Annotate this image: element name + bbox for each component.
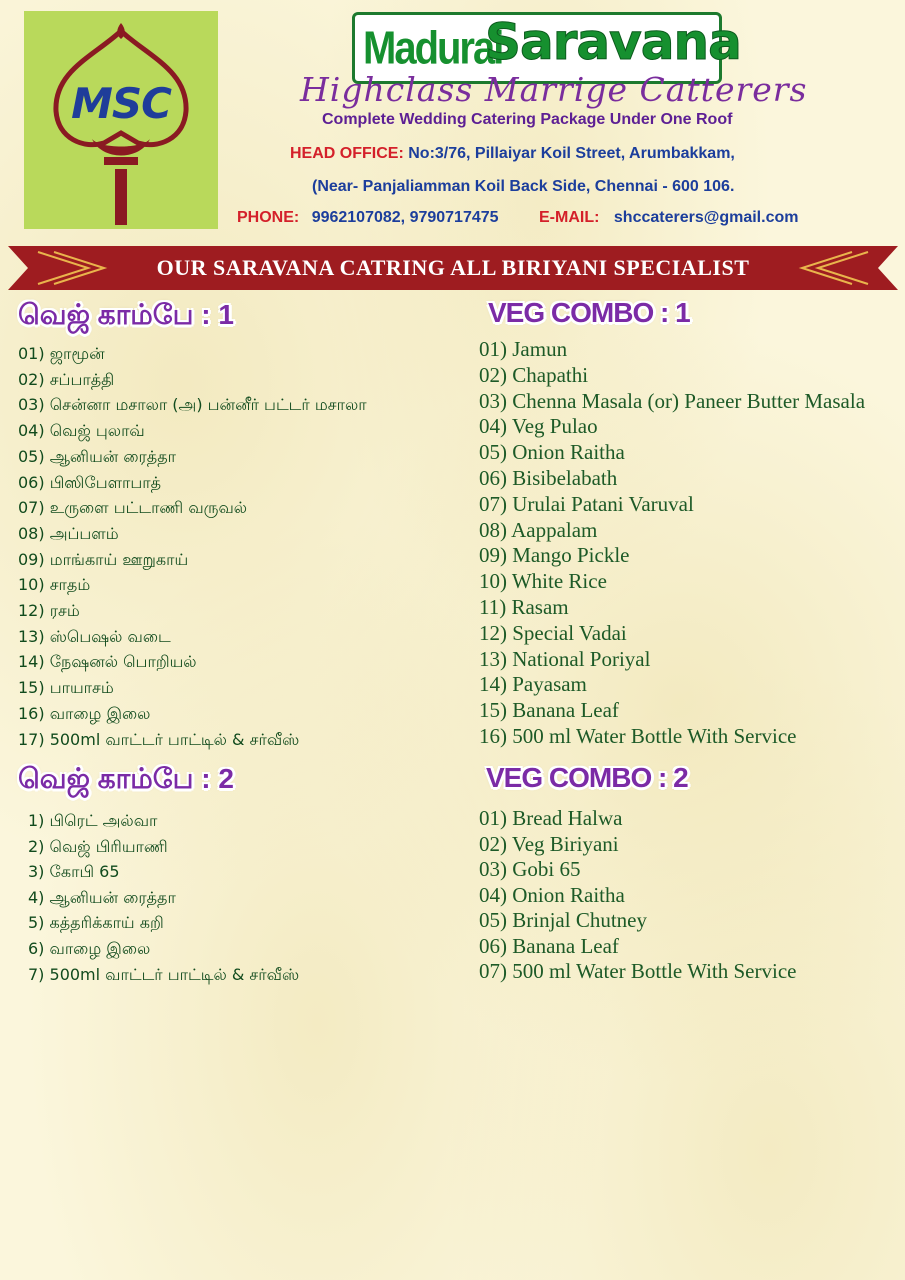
list-item: 1) பிரெட் அல்வா: [28, 811, 158, 830]
combo1-english-title: VEG COMBO : 1: [488, 297, 690, 328]
head-office-value: No:3/76, Pillaiyar Koil Street, Arumbakkam,: [408, 145, 735, 162]
list-item: 09) Mango Pickle: [479, 543, 630, 568]
combo2-english-list: [479, 806, 796, 985]
list-item: 01) Bread Halwa: [479, 806, 623, 830]
logo: [24, 11, 218, 229]
subline: Complete Wedding Catering Package Under One Roof: [322, 111, 733, 128]
list-item: 08) அப்பளம்: [18, 523, 119, 543]
list-item: 10) White Rice: [479, 569, 607, 594]
list-item: 03) சென்னா மசாலா (அ) பன்னீர் பட்டர் மசாலா: [18, 395, 367, 415]
list-item: 03) Chenna Masala (or) Paneer Butter Masala: [479, 388, 866, 413]
list-item: 2) வெஜ் பிரியாணி: [28, 836, 168, 856]
combo2-english-title: VEG COMBO : 2: [486, 762, 688, 793]
list-item: 15) Banana Leaf: [479, 698, 619, 723]
list-item: 10) சாதம்: [18, 575, 91, 595]
list-item: 15) பாயாசம்: [18, 678, 114, 698]
list-item: 11) Rasam: [479, 594, 569, 619]
email-value: shccaterers@gmail.com: [613, 209, 799, 226]
list-item: 06) Bisibelabath: [479, 465, 618, 490]
list-item: 02) Chapathi: [479, 362, 589, 387]
list-item: 13) ஸ்பெஷல் வடை: [18, 626, 171, 646]
list-item: 07) 500 ml Water Bottle With Service: [479, 959, 797, 983]
head-office-line: [290, 145, 735, 163]
list-item: 01) Jamun: [479, 337, 568, 361]
combo1-english-list: [479, 337, 865, 750]
logo-text: MSC: [71, 79, 171, 128]
list-item: 13) National Poriyal: [479, 646, 651, 671]
contact-line: [237, 209, 798, 227]
list-item: 12) Special Vadai: [479, 620, 627, 645]
list-item: 16) வாழை இலை: [18, 703, 151, 723]
list-item: 02) Veg Biriyani: [479, 831, 619, 856]
list-item: 16) 500 ml Water Bottle With Service: [479, 723, 797, 748]
phone-label: PHONE:: [237, 209, 300, 226]
combo2-tamil-list: [28, 808, 299, 987]
list-item: 14) நேஷனல் பொறியல்: [18, 652, 197, 672]
head-office-label: HEAD OFFICE:: [290, 145, 404, 162]
list-item: 09) மாங்காய் ஊறுகாய்: [18, 549, 189, 569]
list-item: 01) ஜாமூன்: [18, 344, 105, 363]
list-item: 04) வெஜ் புலாவ்: [18, 421, 145, 441]
list-item: 05) Brinjal Chutney: [479, 908, 647, 932]
phone-value: 9962107082, 9790717475: [311, 209, 499, 226]
specialist-banner: [8, 246, 898, 290]
list-item: 6) வாழை இலை: [28, 938, 151, 958]
list-item: 12) ரசம்: [18, 601, 80, 621]
list-item: 06) Banana Leaf: [479, 933, 619, 958]
list-item: 07) உருளை பட்டாணி வருவல்: [18, 498, 248, 518]
list-item: 03) Gobi 65: [479, 857, 581, 881]
list-item: 04) Onion Raitha: [479, 882, 625, 907]
list-item: 07) Urulai Patani Varuval: [479, 491, 694, 516]
tagline: Highclass Marrige Catterers: [300, 70, 808, 109]
list-item: 05) ஆனியன் ரைத்தா: [18, 446, 176, 466]
combo2-tamil-title: வெஜ் காம்பே : 2: [18, 763, 234, 794]
list-item: 5) கத்தரிக்காய் கறி: [28, 913, 164, 933]
list-item: 17) 500ml வாட்டர் பாட்டில் & சர்வீஸ்: [18, 729, 300, 749]
list-item: 14) Payasam: [479, 672, 587, 697]
list-item: 08) Aappalam: [479, 517, 598, 542]
banner-text: OUR SARAVANA CATRING ALL BIRIYANI SPECIALIST: [156, 255, 750, 280]
list-item: 04) Veg Pulao: [479, 414, 598, 439]
list-item: 05) Onion Raitha: [479, 440, 625, 465]
list-item: 02) சப்பாத்தி: [18, 369, 115, 389]
brand-first-word: Madurai: [363, 23, 503, 74]
list-item: 7) 500ml வாட்டர் பாட்டில் & சர்வீஸ்: [28, 964, 300, 984]
combo1-tamil-list: [18, 341, 367, 752]
address-line: (Near- Panjaliamman Koil Back Side, Chennai - 600 106.: [312, 178, 735, 195]
list-item: 4) ஆனியன் ரைத்தா: [28, 887, 176, 907]
list-item: 3) கோபி 65: [28, 862, 120, 882]
list-item: 06) பிஸிபேளாபாத்: [18, 472, 162, 492]
email-label: E-MAIL:: [539, 209, 600, 226]
combo1-tamil-title: வெஜ் காம்பே : 1: [18, 299, 234, 330]
brand-second-word: Saravana: [485, 13, 741, 71]
